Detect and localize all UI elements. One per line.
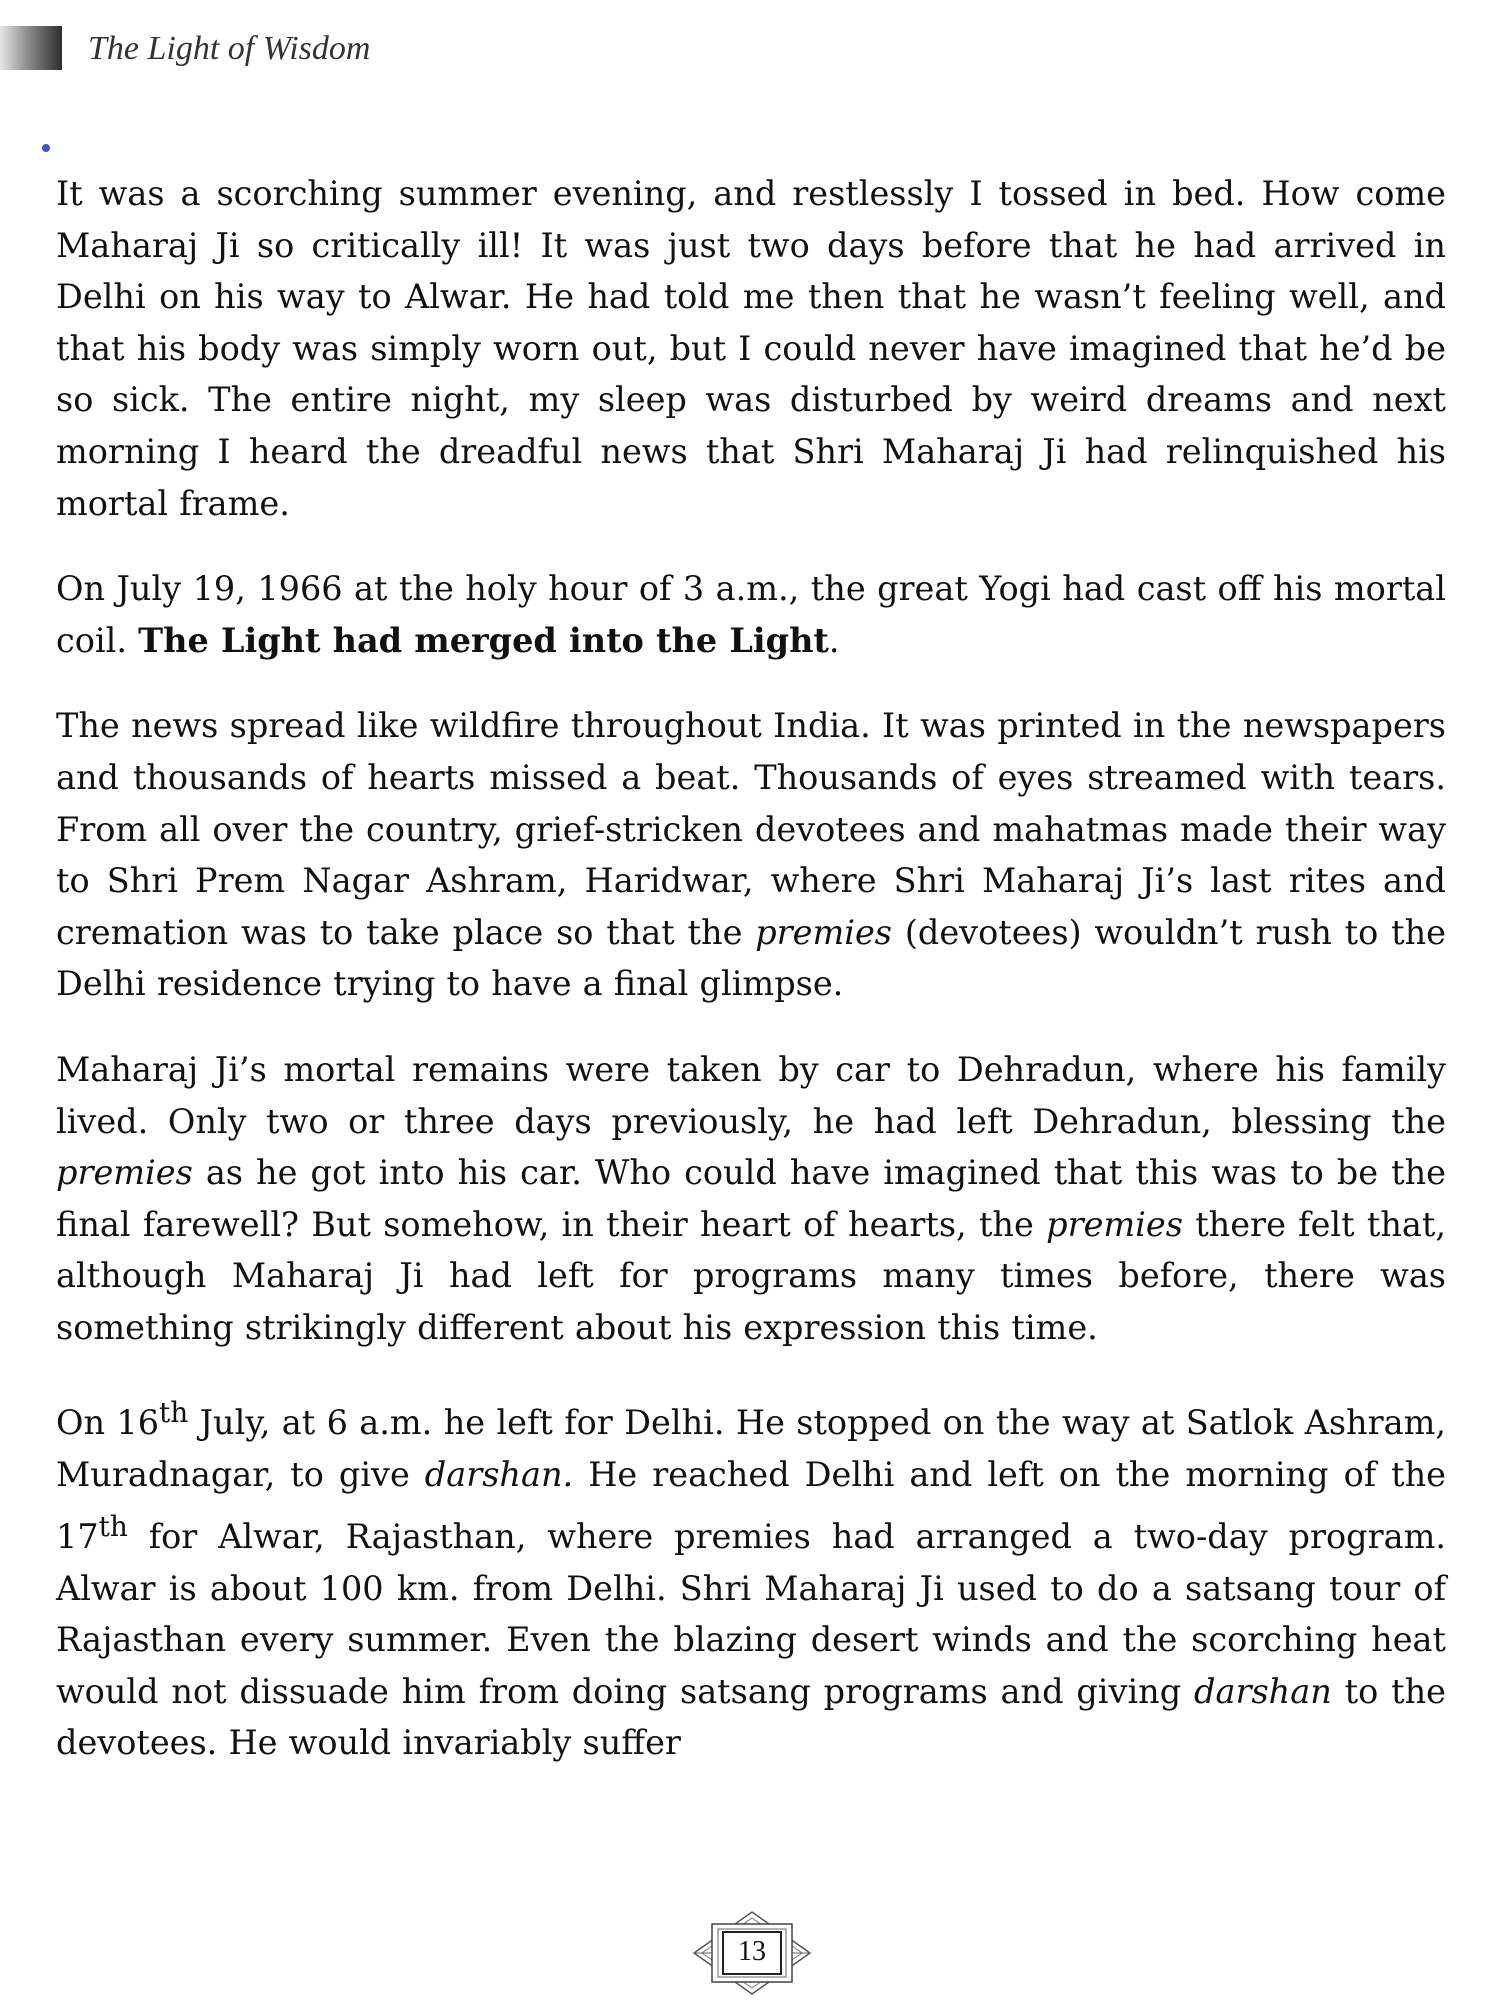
- paragraph-5: On 16th July, at 6 a.m. he left for Delhi. He stopped on the way at Satlok Ashram, Muradnagar, to give darshan. He reached Delhi and left on the morning of the 17th for Alwar, Rajasthan, where premies had arranged a two-day program. Alwar is about 100 km. from Delhi. Shri Maharaj Ji used to do a satsang tour of Rajasthan every summer. Even the blazing desert winds and the scorching heat would not dissuade him from doing satsang programs and giving darshan to the devotees. He would invariably suffer: [56, 1396, 1446, 1763]
- paragraph-4: Maharaj Ji’s mortal remains were taken by car to Dehradun, where his family lived. Only two or three days previously, he had left Dehradun, blessing the premies as he got into his car. Who could have imagined that this was to be the final farewell? But somehow, in their heart of hearts, the premies there felt that, although Maharaj Ji had left for programs many times before, there was something strikingly different about his expression this time.: [56, 1049, 1446, 1347]
- running-header: [0, 26, 700, 70]
- paragraph-1: It was a scorching summer evening, and restlessly I tossed in bed. How come Maharaj Ji so critically ill! It was just two days before that he had arrived in Delhi on his way to Alwar. He had told me then that he wasn’t feeling well, and that his body was simply worn out, but I could never have imagined that he’d be so sick. The entire night, my sleep was disturbed by weird dreams and next morning I heard the dreadful news that Shri Maharaj Ji had relinquished his mortal frame.: [56, 174, 1446, 523]
- page-number: 13: [738, 1936, 766, 1967]
- ordinal-suffix: th: [159, 1396, 189, 1430]
- paragraph-2: On July 19, 1966 at the holy hour of 3 a.m., the great Yogi had cast off his mortal coil. The Light had merged into the Light.: [56, 569, 1446, 660]
- emphasis-italic: premies: [755, 912, 892, 952]
- emphasis-italic: premies: [1046, 1204, 1183, 1244]
- emphasis-bold: The Light had merged into the Light: [138, 620, 829, 660]
- margin-dot: [42, 144, 50, 152]
- paragraph-3: The news spread like wildfire throughout India. It was printed in the newspapers and thousands of hearts missed a beat. Thousands of eyes streamed with tears. From all over the country, grief-stricken devotees and mahatmas made their way to Shri Prem Nagar Ashram, Haridwar, where Shri Maharaj Ji’s last rites and cremation was to take place so that the premies (devotees) wouldn’t rush to the Delhi residence trying to have a final glimpse.: [56, 706, 1446, 1004]
- ordinal-suffix: th: [98, 1509, 128, 1543]
- emphasis-italic: darshan.: [424, 1455, 574, 1495]
- header-shade-bar: [0, 26, 62, 70]
- emphasis-italic: darshan: [1194, 1671, 1332, 1711]
- body-text: [56, 168, 1446, 1803]
- running-title: The Light of Wisdom: [88, 30, 371, 67]
- emphasis-italic: premies: [56, 1153, 193, 1193]
- page-number-ornament: [690, 1910, 814, 1996]
